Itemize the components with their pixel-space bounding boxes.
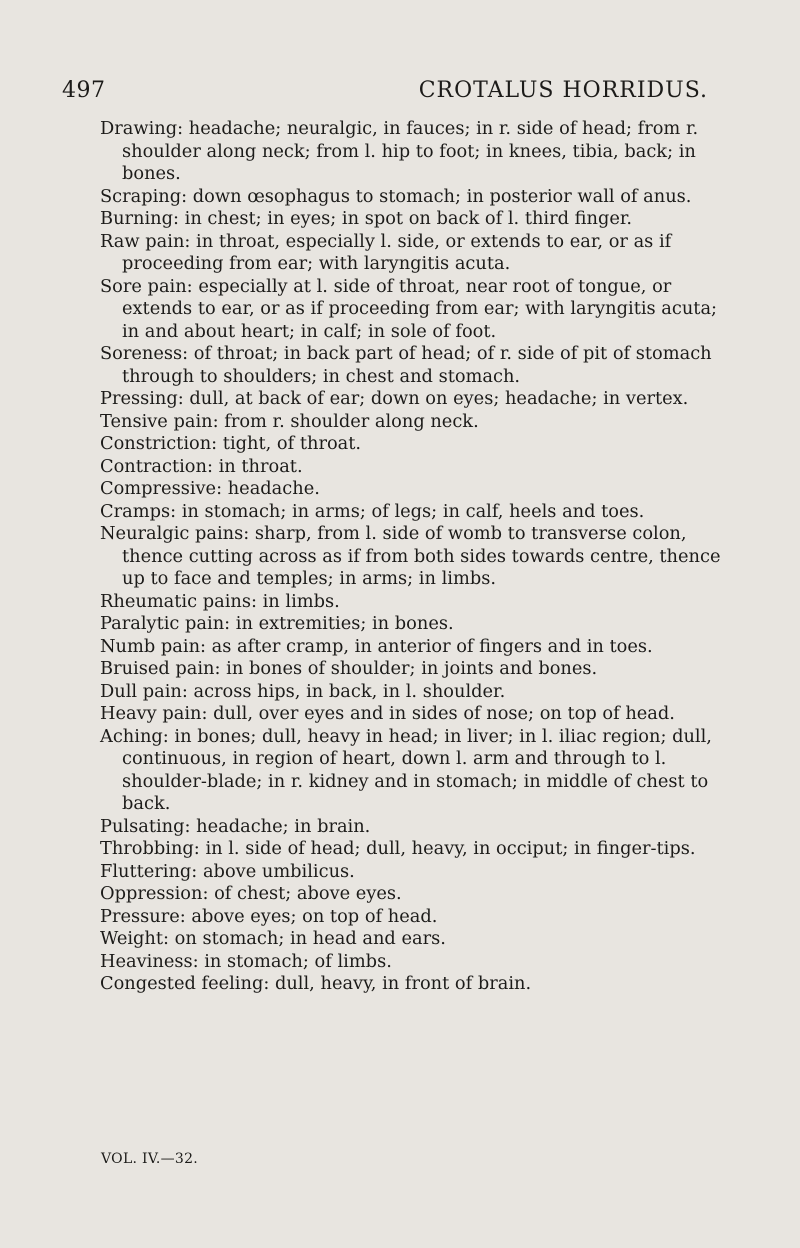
- symptom-list: [100, 118, 725, 996]
- entry-burning: Burning: in chest; in eyes; in spot on back of l. third finger.: [100, 208, 633, 229]
- entry-congested-feeling: Congested feeling: dull, heavy, in front of brain.: [100, 973, 532, 994]
- entry-pulsating: Pulsating: headache; in brain.: [100, 815, 371, 837]
- entry-numb-pain: Numb pain: as after cramp, in anterior of fingers and in toes.: [100, 635, 653, 657]
- entry-scraping: Scraping: down œsophagus to stomach; in posterior wall of anus.: [100, 185, 692, 207]
- entry-fluttering: Fluttering: above umbilicus.: [100, 860, 355, 882]
- volume-signature: VOL. IV.—32.: [101, 1151, 199, 1167]
- entry-paralytic-pain: Paralytic pain: in extremities; in bones.: [100, 613, 454, 634]
- entry-heavy-pain: Heavy pain: dull, over eyes and in sides of nose; on top of head.: [100, 703, 675, 724]
- entry-dull-pain: Dull pain: across hips, in back, in l. shoulder.: [100, 680, 506, 702]
- entry-tensive-pain: Tensive pain: from r. shoulder along neck.: [100, 410, 479, 432]
- entry-compressive: Compressive: headache.: [100, 478, 320, 499]
- entry-heaviness: Heaviness: in stomach; of limbs.: [100, 950, 392, 972]
- entry-raw-pain: Raw pain: in throat, especially l. side, or extends to ear, or as if proceeding from ear; with laryngitis acuta.: [100, 230, 672, 274]
- entry-bruised-pain: Bruised pain: in bones of shoulder; in joints and bones.: [100, 658, 598, 679]
- entry-weight: Weight: on stomach; in head and ears.: [100, 928, 446, 949]
- entry-pressure: Pressure: above eyes; on top of head.: [100, 905, 438, 927]
- entry-pressing: Pressing: dull, at back of ear; down on eyes; headache; in vertex.: [100, 388, 689, 409]
- entry-oppression: Oppression: of chest; above eyes.: [100, 883, 402, 904]
- entry-cramps: Cramps: in stomach; in arms; of legs; in calf, heels and toes.: [100, 500, 645, 522]
- entry-soreness: Soreness: of throat; in back part of head; of r. side of pit of stomach through to shoulders; in chest and stomach.: [100, 343, 712, 387]
- entry-aching: Aching: in bones; dull, heavy in head; in liver; in l. iliac region; dull, continuous, in region of heart, down l. arm and through to l. shoulder-blade; in r. kidney and in stomach; in middle of chest to back.: [100, 725, 712, 814]
- running-title: CROTALUS HORRIDUS.: [418, 78, 708, 103]
- entry-throbbing: Throbbing: in l. side of head; dull, heavy, in occiput; in finger-tips.: [100, 838, 696, 859]
- entry-sore-pain: Sore pain: especially at l. side of throat, near root of tongue, or extends to ear, or as if proceeding from ear; with laryngitis acuta; in and about heart; in calf; in sole of foot.: [100, 275, 718, 342]
- page-header: [62, 78, 708, 108]
- page-number: 497: [62, 78, 106, 103]
- entry-drawing: Drawing: headache; neuralgic, in fauces; in r. side of head; from r. shoulder along neck; from l. hip to foot; in knees, tibia, back; in bones.: [100, 118, 699, 184]
- entry-constriction: Constriction: tight, of throat.: [100, 433, 362, 454]
- entry-rheumatic-pains: Rheumatic pains: in limbs.: [100, 590, 340, 612]
- entry-neuralgic-pains: Neuralgic pains: sharp, from l. side of womb to transverse colon, thence cutting across as if from both sides towards centre, thence up to face and temples; in arms; in limbs.: [100, 523, 721, 589]
- entry-contraction: Contraction: in throat.: [100, 455, 303, 477]
